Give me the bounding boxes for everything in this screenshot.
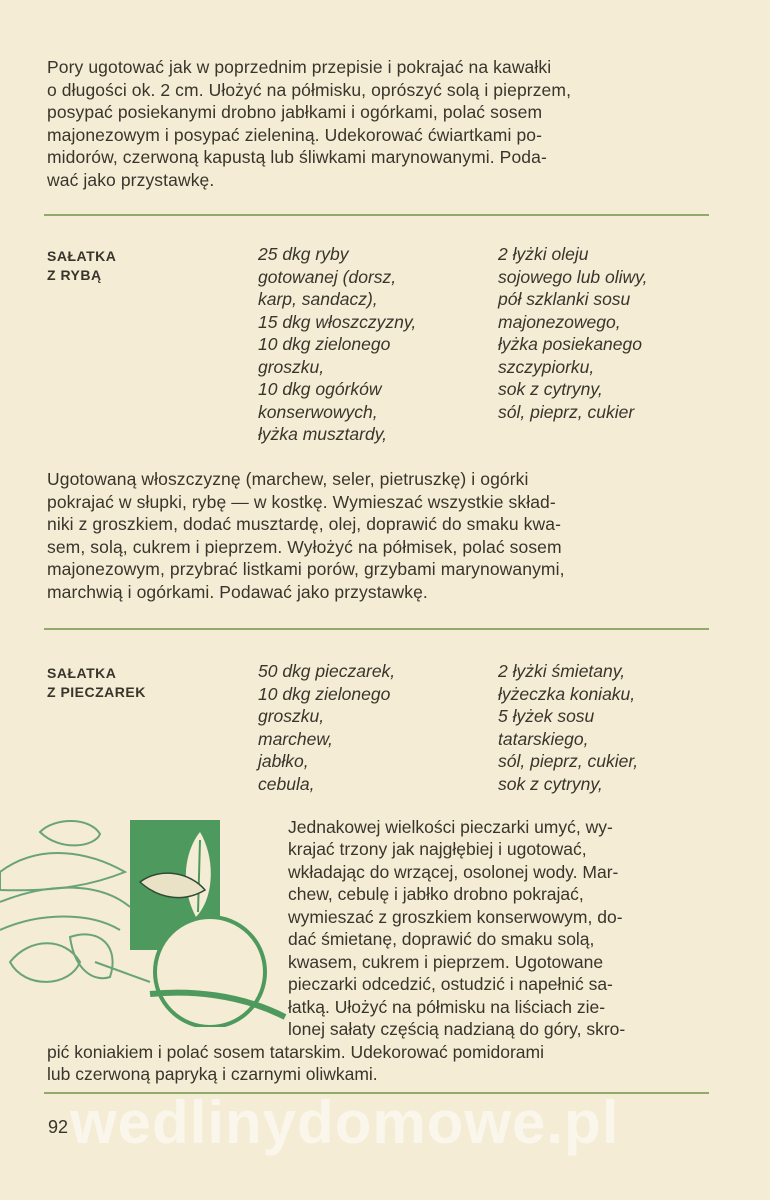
ingredient-item: sojowego lub oliwy,	[498, 266, 648, 287]
ingredient-item: sok z cytryny,	[498, 379, 603, 399]
ingredient-item: karp, sandacz),	[258, 289, 378, 309]
section-divider	[44, 628, 709, 630]
text-line: posypać posiekanymi drobno jabłkami i ogórkami, polać sosem	[47, 102, 543, 122]
title-line: SAŁATKA	[47, 248, 117, 264]
intro-paragraph	[47, 56, 711, 191]
text-line: kwasem, cukrem i pieprzem. Ugotowane	[288, 952, 604, 972]
text-line: krajać trzony jak najgłębiej i ugotować,	[288, 839, 587, 859]
text-line: Pory ugotować jak w poprzednim przepisie i pokrajać na kawałki	[47, 57, 552, 77]
ingredient-item: 25 dkg ryby	[258, 244, 349, 264]
page-number: 92	[48, 1117, 69, 1137]
text-line: dać śmietanę, doprawić do smaku solą,	[288, 929, 595, 949]
ingredient-item: groszku,	[258, 706, 325, 726]
text-line: pokrajać w słupki, rybę — w kostkę. Wymieszać wszystkie skład-	[47, 491, 556, 512]
recipe-instructions-fish-salad	[47, 468, 711, 603]
ingredient-item: jabłko,	[258, 751, 309, 771]
ingredient-item: 2 łyżki śmietany,	[498, 661, 626, 681]
watermark: wedlinydomowe.pl	[70, 1089, 620, 1156]
ingredient-item: łyżeczka koniaku,	[498, 683, 636, 704]
title-line: Z RYBĄ	[47, 267, 102, 283]
ingredient-item: łyżka musztardy,	[258, 424, 388, 444]
ingredients-column-1	[258, 243, 416, 446]
text-line: majonezowym i posypać zieleniną. Udekorować ćwiartkami po-	[47, 124, 543, 145]
text-line: wymieszać z groszkiem konserwowym, do-	[288, 907, 623, 927]
text-line: wkładając do wrzącej, osolonej wody. Mar-	[288, 862, 619, 882]
ingredient-item: 50 dkg pieczarek,	[258, 661, 396, 681]
ingredient-item: łyżka posiekanego	[498, 334, 642, 354]
ingredient-item: pół szklanki sosu	[498, 289, 631, 309]
ingredient-item: 10 dkg zielonego	[258, 334, 391, 354]
text-line: lub czerwoną papryką i czarnymi oliwkami.	[47, 1064, 378, 1084]
ingredient-item: groszku,	[258, 356, 325, 377]
text-line: lonej sałaty częścią nadzianą do góry, skro-	[288, 1019, 626, 1039]
ingredient-item: 15 dkg włoszczyzny,	[258, 311, 417, 332]
text-line: łatką. Ułożyć na półmisku na liściach zie-	[288, 997, 606, 1017]
ingredient-item: majonezowego,	[498, 311, 621, 332]
title-line: Z PIECZAREK	[47, 684, 146, 700]
ingredient-item: 5 łyżek sosu	[498, 706, 595, 726]
text-line: wać jako przystawkę.	[47, 169, 215, 190]
ingredient-item: 10 dkg ogórków	[258, 379, 382, 399]
title-line: SAŁATKA	[47, 665, 117, 681]
ingredient-item: tatarskiego,	[498, 728, 589, 749]
ingredient-item: konserwowych,	[258, 401, 378, 422]
ingredients-column-2	[498, 243, 647, 423]
ingredient-item: gotowanej (dorsz,	[258, 266, 397, 287]
ingredient-item: sok z cytryny,	[498, 773, 603, 794]
ingredient-item: cebula,	[258, 773, 315, 794]
vegetables-illustration-icon	[0, 812, 290, 1027]
text-line: Ugotowaną włoszczyznę (marchew, seler, pietruszkę) i ogórki	[47, 469, 529, 489]
text-line: niki z groszkiem, dodać musztardę, olej, doprawić do smaku kwa-	[47, 514, 562, 534]
text-line: sem, solą, cukrem i pieprzem. Wyłożyć na półmisek, polać sosem	[47, 536, 562, 557]
text-line: Jednakowej wielkości pieczarki umyć, wy-	[288, 817, 613, 837]
ingredients-column-2	[498, 660, 638, 795]
text-line: majonezowym, przybrać listkami porów, grzybami marynowanymi,	[47, 559, 565, 579]
recipe-title-mushroom-salad	[47, 664, 146, 702]
ingredient-item: sól, pieprz, cukier,	[498, 751, 639, 771]
ingredient-item: 2 łyżki oleju	[498, 244, 589, 264]
text-line: marchwią i ogórkami. Podawać jako przystawkę.	[47, 581, 428, 602]
text-line: o długości ok. 2 cm. Ułożyć na półmisku, oprószyć solą i pieprzem,	[47, 79, 572, 100]
text-line: pieczarki odcedzić, ostudzić i napełnić sa-	[288, 974, 613, 994]
text-line: pić koniakiem i polać sosem tatarskim. Udekorować pomidorami	[47, 1042, 544, 1062]
ingredient-item: sól, pieprz, cukier	[498, 401, 635, 422]
ingredient-item: marchew,	[258, 728, 333, 749]
text-line: chew, cebulę i jabłko drobno pokrajać,	[288, 884, 584, 904]
recipe-title-fish-salad	[47, 247, 116, 285]
ingredient-item: 10 dkg zielonego	[258, 683, 391, 704]
text-line: midorów, czerwoną kapustą lub śliwkami marynowanymi. Poda-	[47, 147, 547, 167]
ingredients-column-1	[258, 660, 395, 795]
ingredient-item: szczypiorku,	[498, 356, 595, 377]
section-divider	[44, 214, 709, 216]
